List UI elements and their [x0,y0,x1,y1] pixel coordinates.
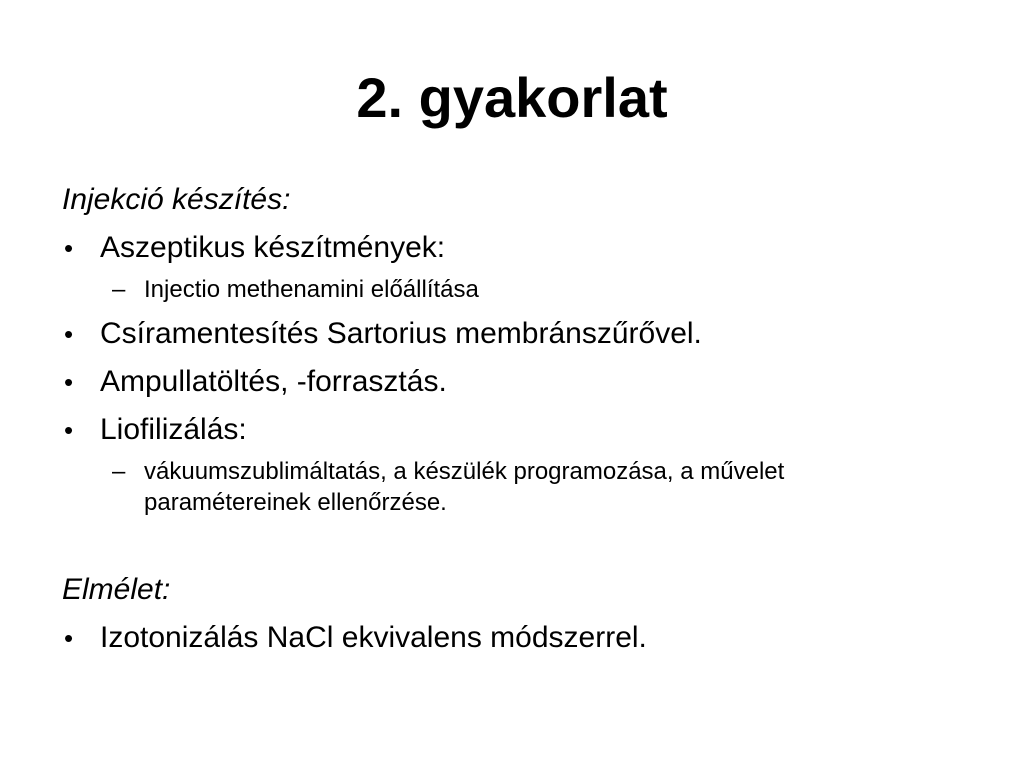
slide-title: 2. gyakorlat [356,66,668,129]
bullet-item [62,228,962,268]
bullet-icon: • [64,233,74,263]
bullet-item [62,618,962,658]
bullet-text: Izotonizálás NaCl ekvivalens módszerrel. [100,621,647,654]
section-heading-injection: Injekció készítés: [62,183,291,216]
bullet-item [62,362,962,402]
bullet-text: Csíramentesítés Sartorius membránszűrővel. [100,317,702,350]
slide-content [62,180,962,666]
bullet-text: Ampullatöltés, -forrasztás. [100,365,447,398]
bullet-icon: • [64,367,74,397]
sub-bullet-item [62,456,864,518]
bullet-text: Aszeptikus készítmények: [100,231,446,264]
dash-icon: – [112,276,126,303]
bullet-icon: • [64,623,74,653]
sub-bullet-text: vákuumszublimáltatás, a készülék programozása, a művelet paramétereinek ellenőrzése. [144,458,785,516]
bullet-icon: • [64,319,74,349]
bullet-item [62,410,962,450]
dash-icon: – [112,458,126,485]
section-heading-theory: Elmélet: [62,573,171,606]
sub-bullet-text: Injectio methenamini előállítása [144,276,479,303]
bullet-text: Liofilizálás: [100,413,247,446]
bullet-icon: • [64,415,74,445]
sub-bullet-item [62,274,864,305]
bullet-item [62,314,962,354]
